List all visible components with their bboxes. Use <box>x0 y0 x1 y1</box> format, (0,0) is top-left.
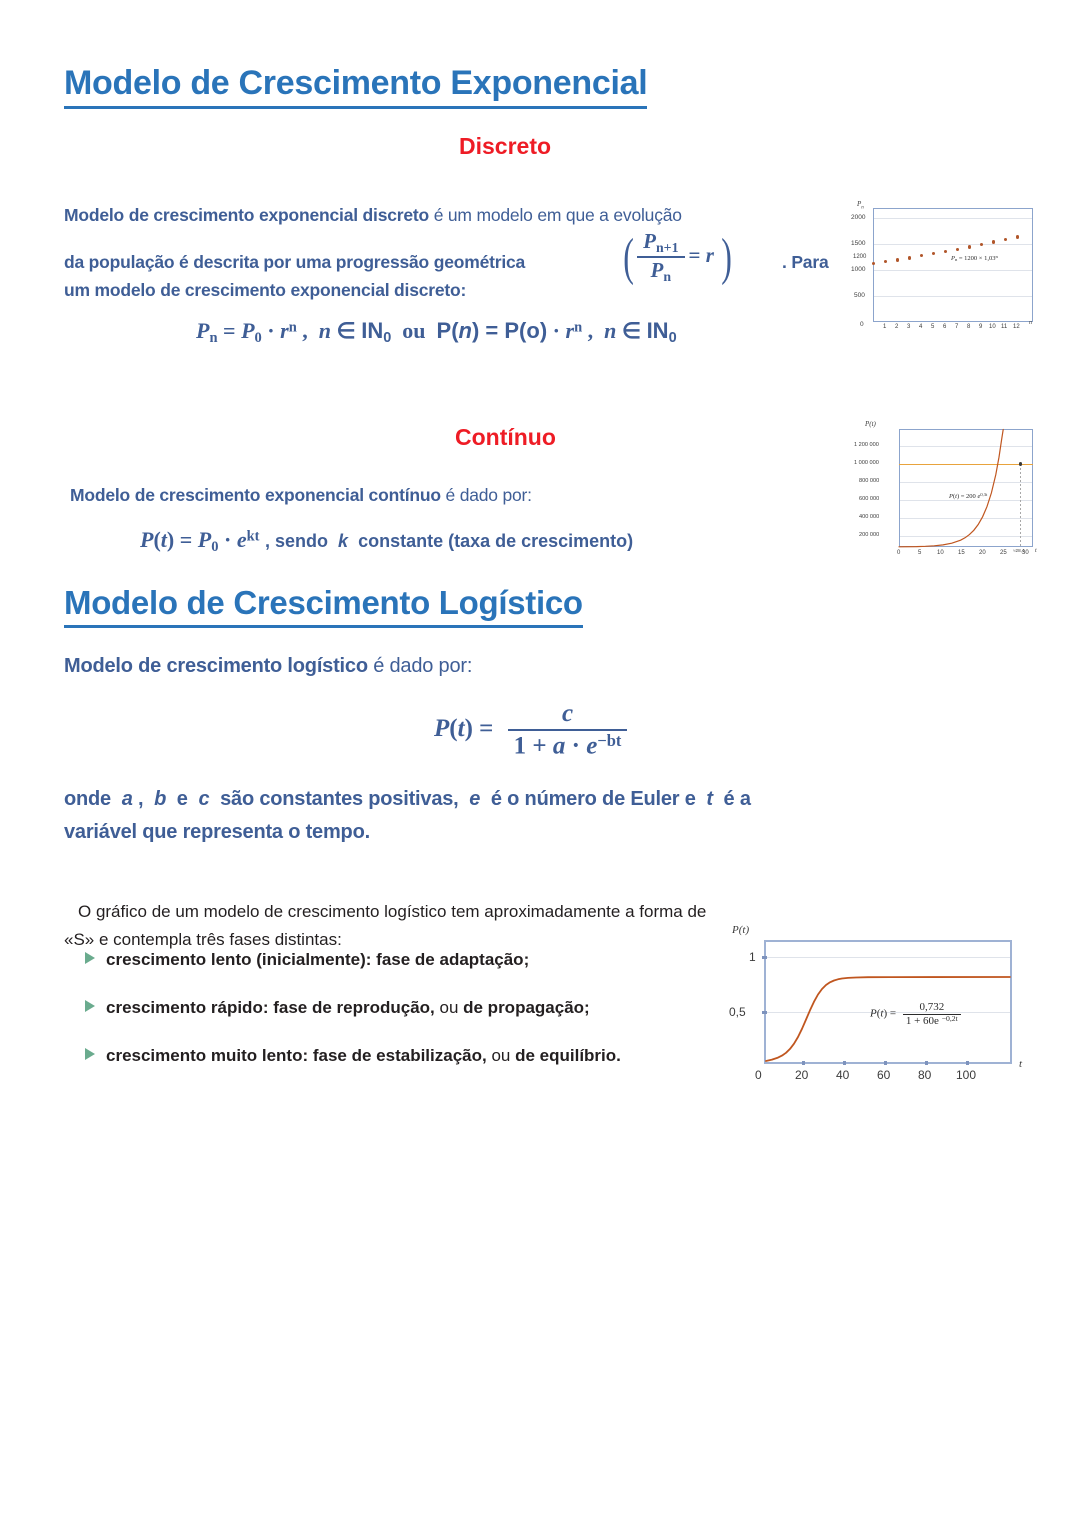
fig2-xtick-25: 25 <box>1000 550 1007 556</box>
fig3-annotation-lhs: P(t) = <box>870 1007 897 1020</box>
fig3-xtick-20: 20 <box>795 1068 809 1082</box>
list-item <box>85 1046 725 1066</box>
fig1-point-8 <box>968 245 971 248</box>
fig1-xtick-5: 5 <box>931 324 935 330</box>
fig3-annotation-denominator: 1 + 60e $^{-0,2t}$ <box>905 1013 958 1027</box>
triangle-bullet-icon <box>85 1000 95 1012</box>
fig1-xtick-7: 7 <box>955 324 959 330</box>
fig3-xtick-100: 100 <box>956 1068 977 1082</box>
logistic-para-lead: Modelo de crescimento logístico <box>64 655 368 677</box>
fig2-xtick-10: 10 <box>937 550 944 556</box>
fig1-ylabel: $P_n$ <box>857 200 864 211</box>
fig3-annotation-fraction <box>903 1001 961 1027</box>
fig2-ytick-1200000: 1 200 000 <box>854 442 879 448</box>
discrete-para-line2-tail: . Para <box>782 252 829 272</box>
phase-1-bold: crescimento lento (inicialmente): fase de adaptação; <box>106 950 530 969</box>
fig1-gridline-500 <box>874 296 1032 297</box>
fig1-point-3 <box>908 256 911 259</box>
logistic-denominator: $1 + a \cdot e^{-bt}$ <box>513 731 622 760</box>
fig1-xtick-4: 4 <box>919 324 923 330</box>
fig1-xtick-2: 2 <box>895 324 899 330</box>
continuous-formula: $P(t) = P_0 \cdot e^{kt}$ , sendo k constante (taxa de crescimento) <box>140 527 634 556</box>
logistic-graph-para-line1: O gráfico de um modelo de crescimento logístico tem aproximadamente a forma de <box>78 902 707 921</box>
logistic-graph-para-line2: «S» e contempla três fases distintas: <box>64 930 342 949</box>
ratio-denominator: $P_n$ <box>650 258 672 285</box>
discrete-para-line3: um modelo de crescimento exponencial discreto: <box>64 280 467 300</box>
figure-discrete-exponential <box>851 200 1037 342</box>
phases-list <box>85 950 725 1094</box>
fig2-ytick-400000: 400 000 <box>859 514 880 520</box>
fig3-ytick-0: 0 <box>755 1068 762 1082</box>
fig1-gridline-1500 <box>874 244 1032 245</box>
fig2-intersection-dot <box>1019 462 1022 465</box>
page-title-text: Modelo de Crescimento Exponencial <box>64 64 647 109</box>
list-item <box>85 950 725 970</box>
ratio-equals: = r <box>688 243 714 268</box>
fig2-curve <box>851 420 1041 570</box>
logistic-paragraph <box>64 650 824 683</box>
page-title <box>64 64 647 109</box>
fig2-annotation: P(t) = 200 $e^{0,3t}$ <box>949 492 988 500</box>
phase-2-normal: ou <box>434 998 464 1017</box>
fig2-ytick-200000: 200 000 <box>859 532 880 538</box>
logistic-formula-lhs: P(t) = <box>434 714 494 742</box>
discrete-formula: $P_n = P_0 \cdot r^n$ , n ∈ $IN_0$ ou $P(n) = P(o) \cdot r^n$ , n ∈ $IN_0$ <box>196 318 677 347</box>
fig1-xtick-10: 10 <box>989 324 996 330</box>
logistic-where-line2: variável que representa o tempo. <box>64 821 370 843</box>
fig1-xtick-3: 3 <box>907 324 911 330</box>
fig1-gridline-1000 <box>874 270 1032 271</box>
fig2-ytick-1000000: 1 000 000 <box>854 460 879 466</box>
fig2-xtick-284: ≈28,4 <box>1013 548 1025 553</box>
fig3-ylabel: P(t) <box>732 924 750 936</box>
triangle-bullet-icon <box>85 952 95 964</box>
fig3-annotation <box>870 1001 961 1027</box>
fig3-ytick-1: 1 <box>749 950 756 964</box>
figure-logistic-curve <box>722 922 1040 1092</box>
fig1-xtick-12: 12 <box>1013 324 1020 330</box>
fig2-xlabel: t <box>1035 548 1037 554</box>
fig1-xtick-6: 6 <box>943 324 947 330</box>
right-paren: ) <box>721 228 732 286</box>
logistic-title <box>64 584 583 628</box>
logistic-formula-fraction <box>508 700 628 760</box>
fig1-xtick-1: 1 <box>883 324 887 330</box>
fig3-ytick-05: 0,5 <box>729 1005 746 1019</box>
fig1-ytick-2000: 2000 <box>851 214 866 221</box>
continuous-para-rest: é dado por: <box>440 485 532 505</box>
figure-continuous-exponential <box>851 420 1041 570</box>
fig2-ytick-800000: 800 000 <box>859 478 880 484</box>
phase-2-bold: crescimento rápido: fase de reprodução, <box>106 998 435 1017</box>
fig3-xtick-80: 80 <box>918 1068 932 1082</box>
fig1-annotation: $P_n = 1200 \times 1,03^n$ <box>951 254 998 262</box>
fig1-gridline-2000 <box>874 218 1032 219</box>
fig2-xtick-20: 20 <box>979 550 986 556</box>
phase-3-normal: ou <box>486 1046 516 1065</box>
fig2-ytick-600000: 600 000 <box>859 496 880 502</box>
logistic-para-rest: é dado por: <box>367 655 473 677</box>
discrete-para-line2: da população é descrita por uma progressão geométrica <box>64 252 526 272</box>
list-item <box>85 998 725 1018</box>
fig3-xlabel: t <box>1019 1058 1023 1070</box>
logistic-formula <box>434 700 627 760</box>
fig1-ytick-0: 0 <box>860 321 864 328</box>
logistic-where-line1: onde a , b e c são constantes positivas, e é o número de Euler e t é a <box>64 788 751 810</box>
logistic-title-text: Modelo de Crescimento Logístico <box>64 584 583 628</box>
fig1-ytick-1200: 1200 <box>853 254 867 260</box>
fig1-xtick-8: 8 <box>967 324 971 330</box>
fig2-xtick-30: 30 <box>1022 550 1029 556</box>
logistic-numerator: c <box>508 700 628 731</box>
left-paren: ( <box>623 228 634 286</box>
fig1-ytick-1000: 1000 <box>851 266 866 273</box>
fig2-ylabel: P(t) <box>865 420 876 428</box>
fig2-xtick-0: 0 <box>897 550 901 556</box>
phase-2-bold2: de propagação; <box>463 998 590 1017</box>
fig1-plot-frame <box>873 208 1033 322</box>
continuous-para-lead: Modelo de crescimento exponencial contínuo <box>70 485 441 505</box>
fig1-xtick-9: 9 <box>979 324 983 330</box>
fig1-point-12 <box>1016 235 1019 238</box>
fig3-xtick-40: 40 <box>836 1068 850 1082</box>
fig1-xlabel: n <box>1029 320 1032 326</box>
fig1-point-2 <box>896 258 899 261</box>
discrete-para-lead: Modelo de crescimento exponencial discreto <box>64 205 430 225</box>
discrete-para-line1-rest: é um modelo em que a evolução <box>429 205 682 225</box>
fig3-annotation-numerator: 0,732 <box>903 1001 961 1015</box>
continuous-paragraph <box>70 480 830 511</box>
fig2-xtick-15: 15 <box>958 550 965 556</box>
subheading-continuo: Contínuo <box>455 424 556 450</box>
fig3-xtick-60: 60 <box>877 1068 891 1082</box>
triangle-bullet-icon <box>85 1048 95 1060</box>
ratio-numerator: $P_{n+1}$ <box>637 230 684 258</box>
fig1-xtick-11: 11 <box>1001 324 1008 330</box>
fig1-ytick-500: 500 <box>854 292 865 299</box>
subheading-discreto: Discreto <box>459 133 552 159</box>
fig1-ytick-1500: 1500 <box>851 240 866 247</box>
phase-3-bold2: de equilíbrio. <box>515 1046 621 1065</box>
phase-3-bold: crescimento muito lento: fase de estabilização, <box>106 1046 487 1065</box>
fig2-xtick-5: 5 <box>918 550 922 556</box>
discrete-paragraph <box>64 200 844 231</box>
